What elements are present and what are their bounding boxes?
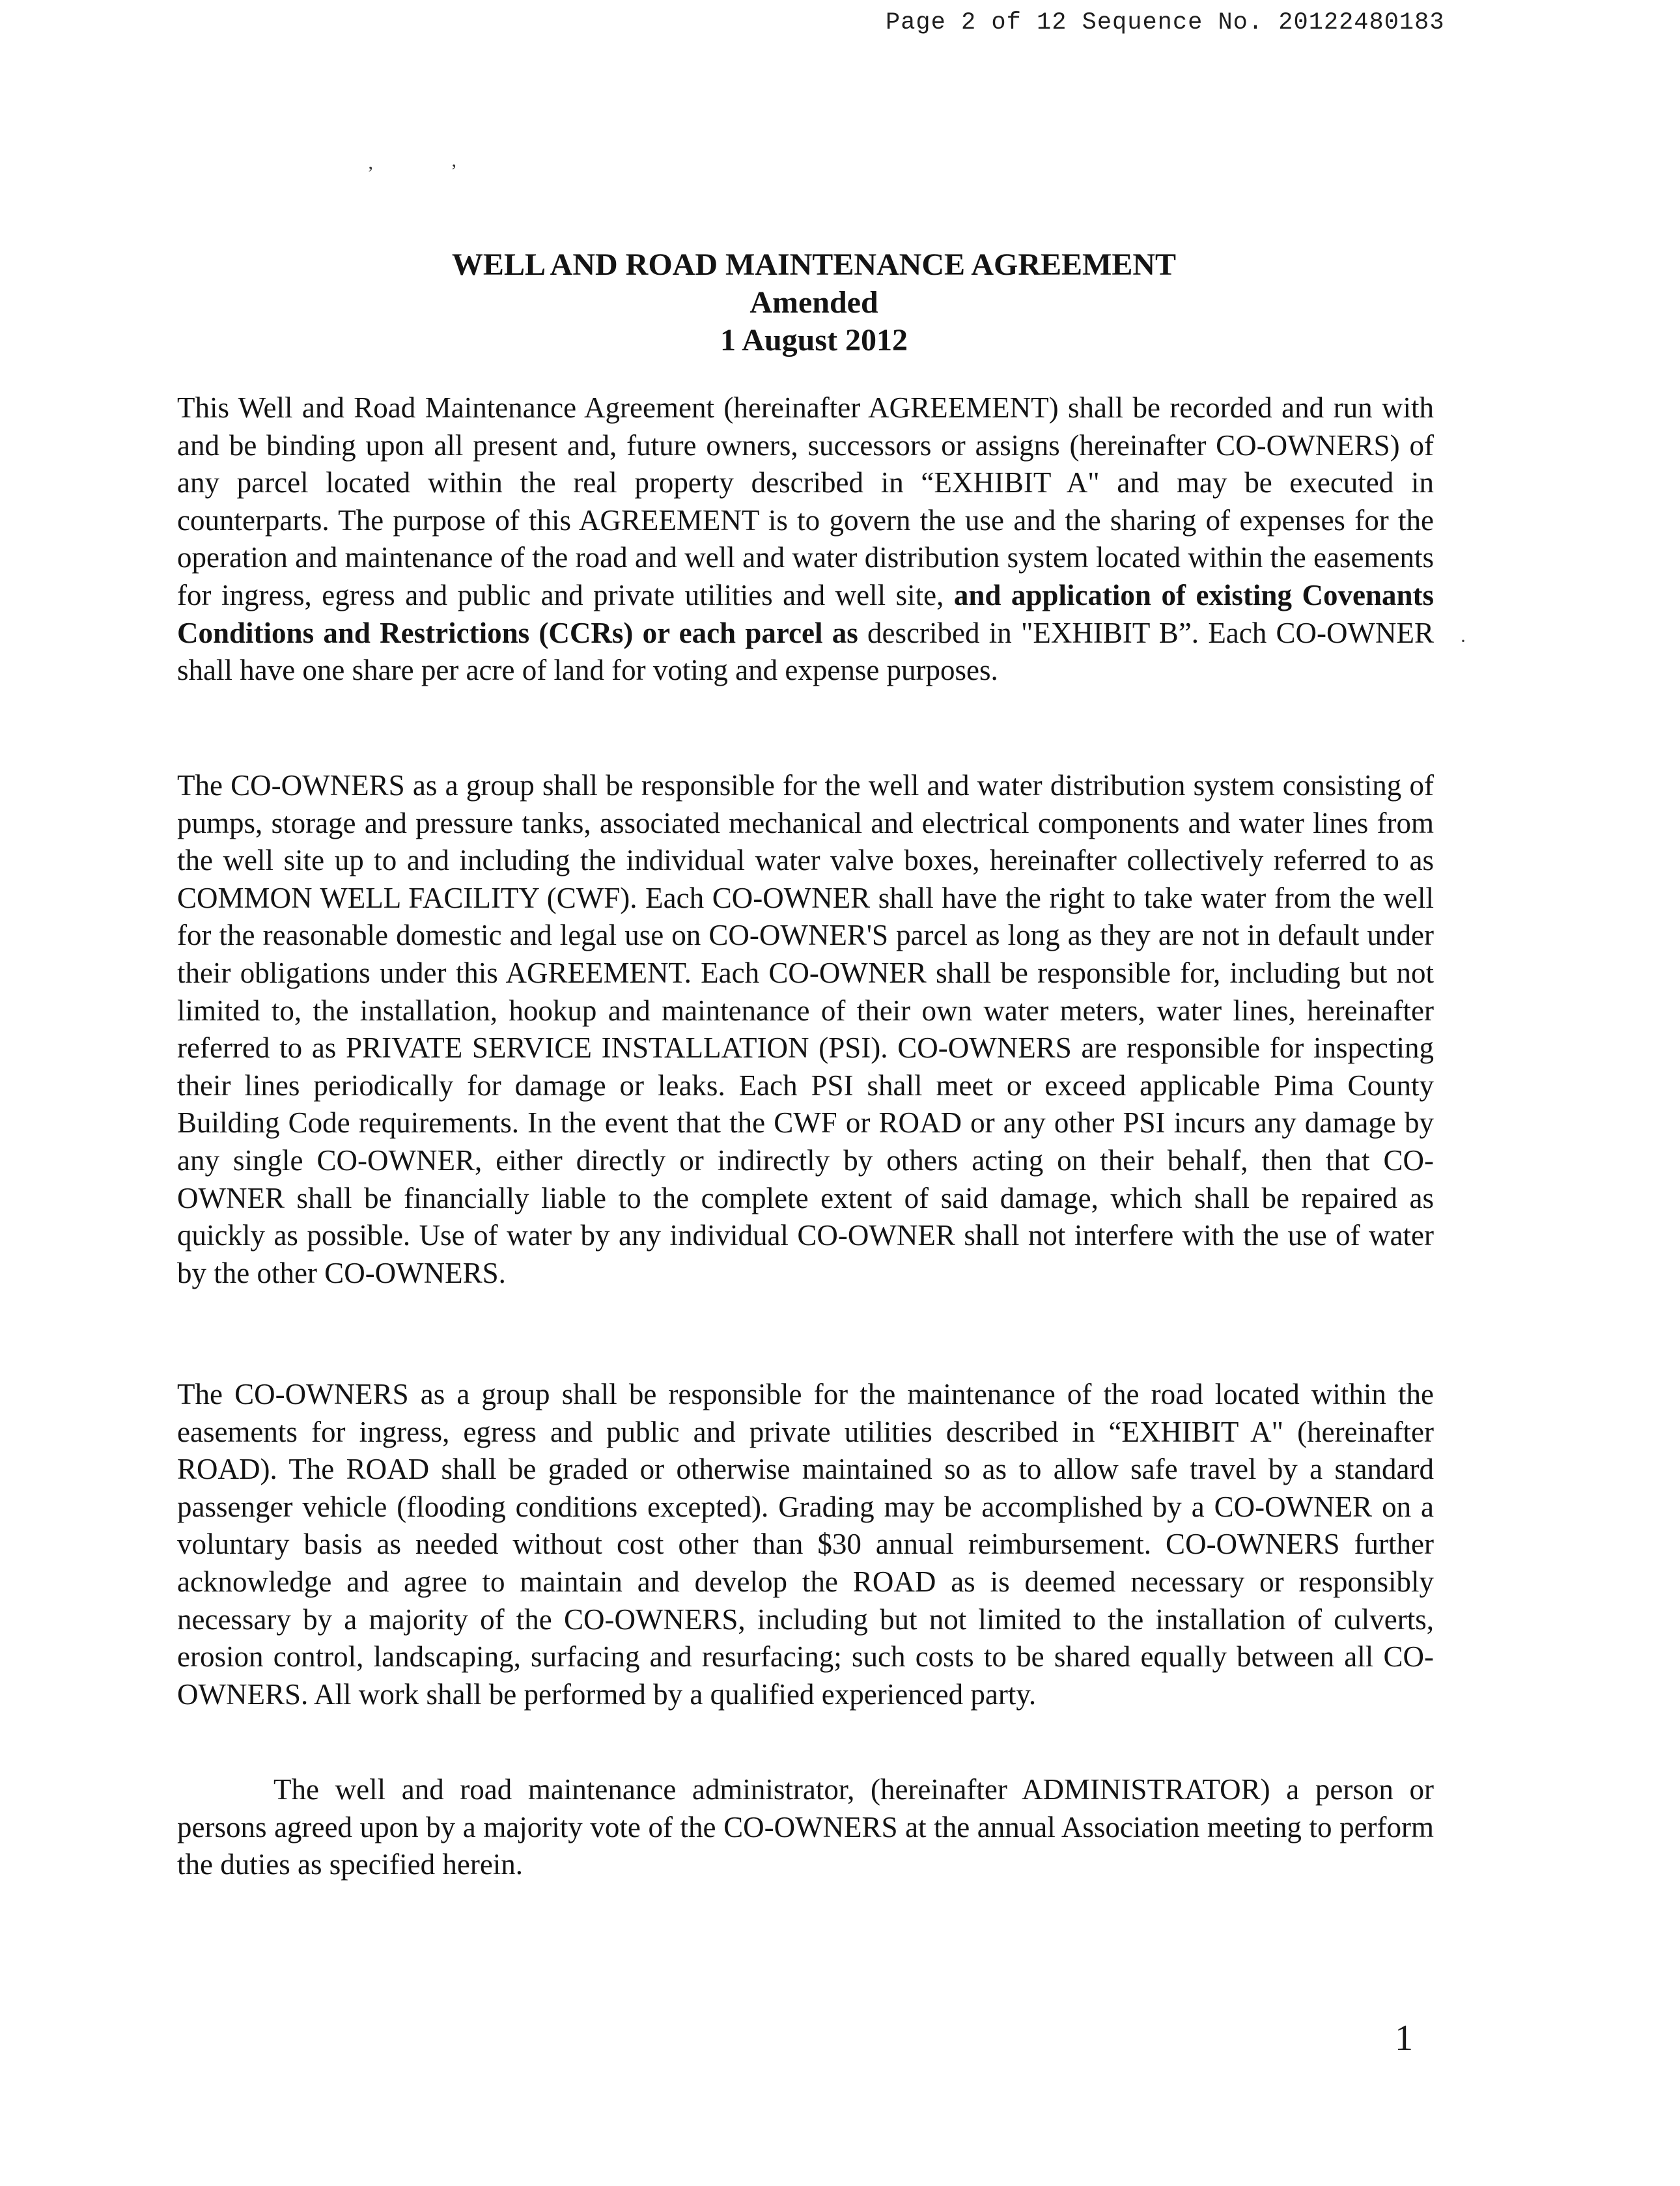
document-title xyxy=(0,246,1628,359)
paragraph-text: described in "EXHIBIT B”. Each CO-OWNER shall have one share per acre of land for voting and expense purposes. xyxy=(177,616,1434,687)
paragraph-agreement-purpose xyxy=(177,389,1434,690)
page-sequence-stamp: Page 2 of 12 Sequence No. 20122480183 xyxy=(886,9,1445,36)
paragraph-text: This Well and Road Maintenance Agreement (hereinafter AGREEMENT) shall be recorded and run with and be binding upon all present and, future owners, successors or assigns (hereinafter CO-OWNERS) of any parcel located within the real property described in “EXHIBIT A" and may be executed in counterparts. The purpose of this AGREEMENT is to govern the use and the sharing of expenses for the operation and maintenance of the road and well and water distribution system located within the easements for ingress, egress and public and private utilities and well site, xyxy=(177,391,1434,611)
paragraph-road-maintenance: The CO-OWNERS as a group shall be responsible for the maintenance of the road located within the easements for ingress, egress and public and private utilities described in “EXHIBIT A" (hereinafter ROAD). The ROAD shall be graded or otherwise maintained so as to allow safe travel by a standard passenger vehicle (flooding conditions excepted). Grading may be accomplished by a CO-OWNER on a voluntary basis as needed without cost other than $30 annual reimbursement. CO-OWNERS further acknowledge and agree to maintain and develop the ROAD as is deemed necessary or responsibly necessary by a majority of the CO-OWNERS, including but not limited to the installation of culverts, erosion control, landscaping, surfacing and resurfacing; such costs to be shared equally between all CO-OWNERS. All work shall be performed by a qualified experienced party. xyxy=(177,1378,1434,1711)
paragraph-administrator: The well and road maintenance administrator, (hereinafter ADMINISTRATOR) a person or persons agreed upon by a majority vote of the CO-OWNERS at the annual Association meeting to perform the duties as specified herein. xyxy=(177,1773,1434,1881)
scan-mark: · xyxy=(1460,630,1466,652)
paragraph-bold-text: and application of existing Covenants Conditions and Restrictions (CCRs) or each parcel as xyxy=(177,578,1434,649)
subtitle-amended: Amended xyxy=(749,285,878,320)
scan-mark: ’ xyxy=(451,160,457,182)
page-number: 1 xyxy=(1395,2018,1413,2058)
scan-mark: ʼ xyxy=(367,163,374,184)
paragraph-well-facility: The CO-OWNERS as a group shall be responsible for the well and water distribution system consisting of pumps, storage and pressure tanks, associated mechanical and electrical components and water lines from the well site up to and including the individual water valve boxes, hereinafter collectively referred to as COMMON WELL FACILITY (CWF). Each CO-OWNER shall have the right to take water from the well for the reasonable domestic and legal use on CO-OWNER'S parcel as long as they are not in default under their obligations under this AGREEMENT. Each CO-OWNER shall be responsible for, including but not limited to, the installation, hookup and maintenance of their own water meters, water lines, hereinafter referred to as PRIVATE SERVICE INSTALLATION (PSI). CO-OWNERS are responsible for inspecting their lines periodically for damage or leaks. Each PSI shall meet or exceed applicable Pima County Building Code requirements. In the event that the CWF or ROAD or any other PSI incurs any damage by any single CO-OWNER, either directly or indirectly by others acting on their behalf, then that CO-OWNER shall be financially liable to the complete extent of said damage, which shall be repaired as quickly as possible. Use of water by any individual CO-OWNER shall not interfere with the use of water by the other CO-OWNERS. xyxy=(177,769,1434,1289)
title-line: WELL AND ROAD MAINTENANCE AGREEMENT xyxy=(451,247,1177,282)
title-date: 1 August 2012 xyxy=(720,323,908,357)
